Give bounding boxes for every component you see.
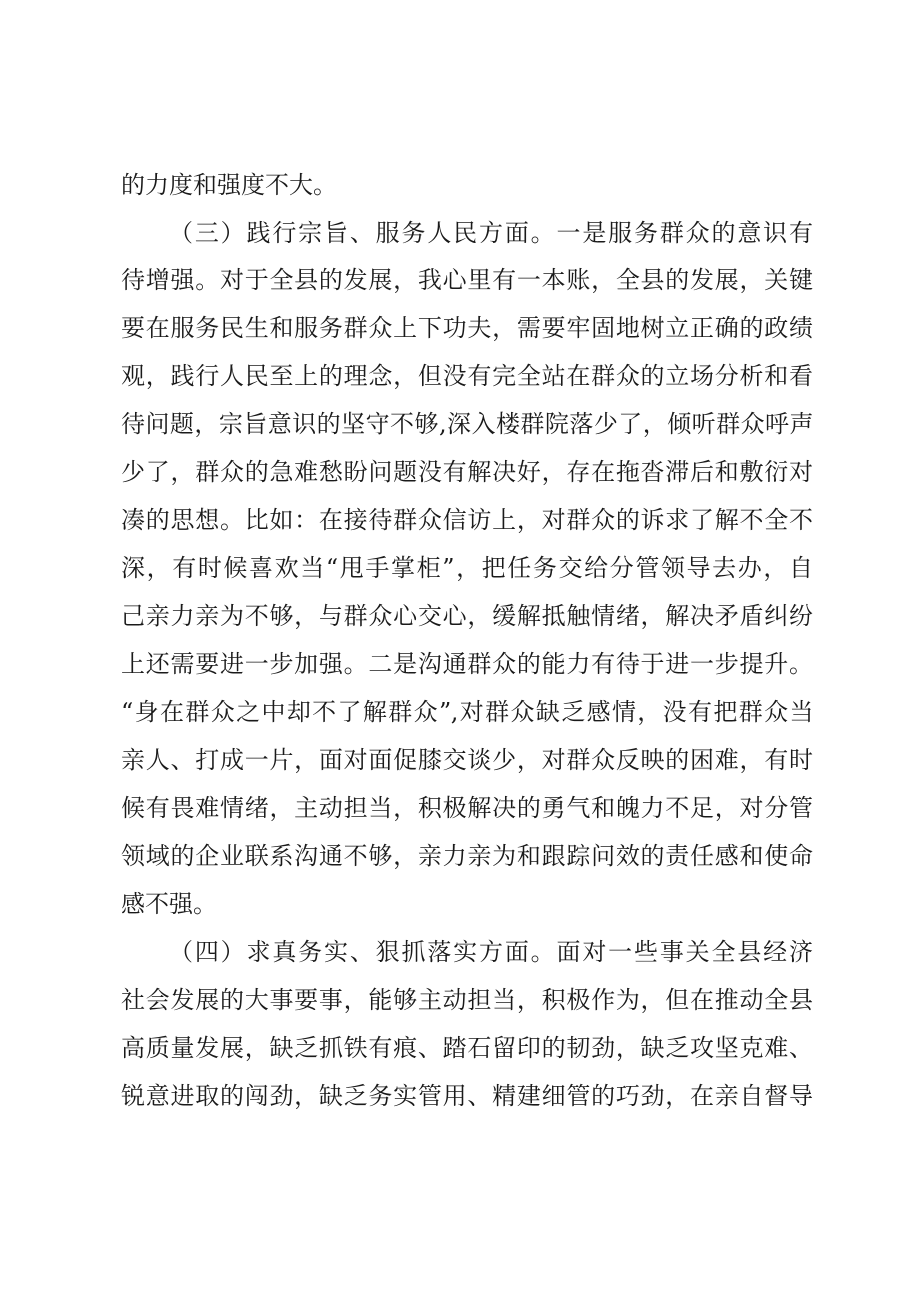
text-line: 深，有时候喜欢当“甩手掌柜”，把任务交给分管领导去办，自 <box>121 554 813 582</box>
text-line: 要在服务民生和服务群众上下功夫，需要牢固地树立正确的政绩 <box>121 314 813 342</box>
text-line: 少了，群众的急难愁盼问题没有解决好，存在拖沓滞后和敷衍对 <box>121 458 813 486</box>
text-line: 感不强。 <box>121 890 217 918</box>
text-line: 候有畏难情绪，主动担当，积极解决的勇气和魄力不足，对分管 <box>121 794 813 822</box>
text-line: 观，践行人民至上的理念，但没有完全站在群众的立场分析和看 <box>121 362 813 390</box>
section-heading-line: （三）践行宗旨、服务人民方面。一是服务群众的意识有 <box>169 219 813 247</box>
section-heading-line: （四）求真务实、狠抓落实方面。面对一些事关全县经济 <box>169 938 813 966</box>
text-line: 己亲力亲为不够，与群众心交心，缓解抵触情绪，解决矛盾纠纷 <box>121 602 813 630</box>
text-line: 领域的企业联系沟通不够，亲力亲为和跟踪问效的责任感和使命 <box>121 842 813 870</box>
text-line: 高质量发展，缺乏抓铁有痕、踏石留印的韧劲，缺乏攻坚克难、 <box>121 1034 813 1062</box>
text-line: 亲人、打成一片，面对面促膝交谈少，对群众反映的困难，有时 <box>121 746 813 774</box>
text-line: 社会发展的大事要事，能够主动担当，积极作为，但在推动全县 <box>121 986 813 1014</box>
text-line: 锐意进取的闯劲，缺乏务实管用、精建细管的巧劲，在亲自督导 <box>121 1082 813 1110</box>
text-line: “身在群众之中却不了解群众”,对群众缺乏感情，没有把群众当 <box>121 698 813 726</box>
text-line: 上还需要进一步加强。二是沟通群众的能力有待于进一步提升。 <box>121 650 813 678</box>
text-line: 待增强。对于全县的发展，我心里有一本账，全县的发展，关键 <box>121 266 813 294</box>
text-line: 凑的思想。比如：在接待群众信访上，对群众的诉求了解不全不 <box>121 506 813 534</box>
text-line: 的力度和强度不大。 <box>121 171 337 199</box>
text-line: 待问题，宗旨意识的坚守不够,深入楼群院落少了，倾听群众呼声 <box>121 410 813 438</box>
